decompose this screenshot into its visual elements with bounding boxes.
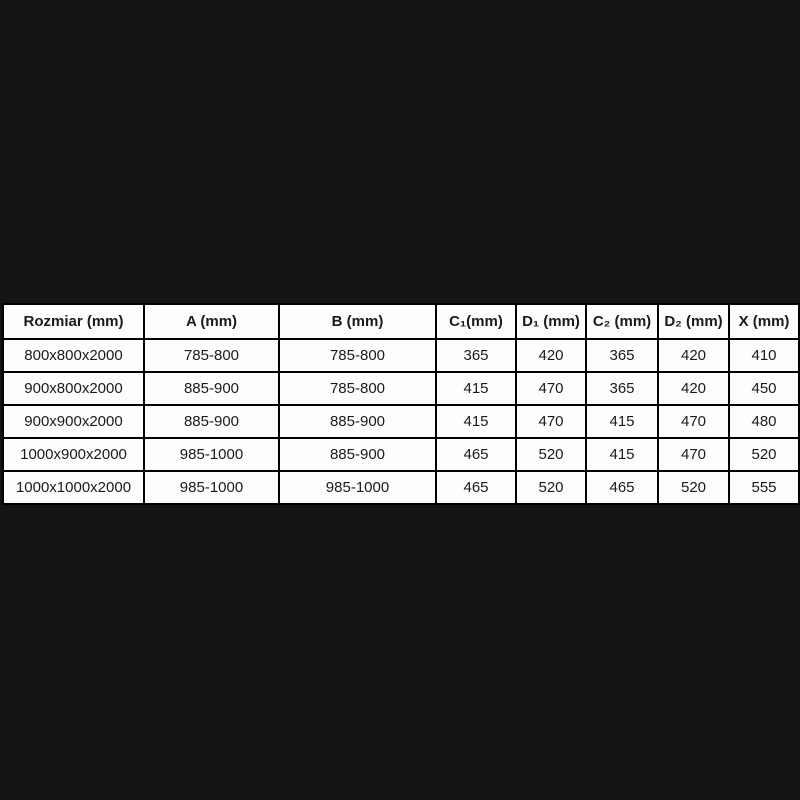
col-header-b: B (mm) xyxy=(279,304,436,339)
cell-a: 985-1000 xyxy=(144,438,279,471)
cell-c2: 465 xyxy=(586,471,658,504)
cell-size: 900x800x2000 xyxy=(3,372,144,405)
cell-size: 800x800x2000 xyxy=(3,339,144,372)
cell-d2: 470 xyxy=(658,405,729,438)
cell-d1: 520 xyxy=(516,471,586,504)
cell-b: 785-800 xyxy=(279,339,436,372)
cell-b: 985-1000 xyxy=(279,471,436,504)
cell-size: 1000x1000x2000 xyxy=(3,471,144,504)
table-header xyxy=(3,304,799,339)
cell-x: 410 xyxy=(729,339,799,372)
table-row xyxy=(3,438,799,471)
cell-c2: 365 xyxy=(586,372,658,405)
cell-d1: 470 xyxy=(516,405,586,438)
col-header-d2: D₂ (mm) xyxy=(658,304,729,339)
header-row xyxy=(3,304,799,339)
cell-c2: 365 xyxy=(586,339,658,372)
cell-a: 885-900 xyxy=(144,372,279,405)
table-row xyxy=(3,372,799,405)
spec-table xyxy=(2,303,800,505)
cell-d1: 520 xyxy=(516,438,586,471)
cell-b: 785-800 xyxy=(279,372,436,405)
col-header-x: X (mm) xyxy=(729,304,799,339)
cell-d2: 470 xyxy=(658,438,729,471)
col-header-d1: D₁ (mm) xyxy=(516,304,586,339)
table-body xyxy=(3,339,799,504)
cell-c1: 415 xyxy=(436,405,516,438)
cell-d2: 420 xyxy=(658,372,729,405)
cell-c1: 415 xyxy=(436,372,516,405)
cell-a: 985-1000 xyxy=(144,471,279,504)
table-row xyxy=(3,471,799,504)
table-row xyxy=(3,405,799,438)
cell-c2: 415 xyxy=(586,405,658,438)
cell-c2: 415 xyxy=(586,438,658,471)
cell-x: 555 xyxy=(729,471,799,504)
table-row xyxy=(3,339,799,372)
cell-a: 885-900 xyxy=(144,405,279,438)
cell-d1: 470 xyxy=(516,372,586,405)
cell-size: 900x900x2000 xyxy=(3,405,144,438)
cell-c1: 465 xyxy=(436,438,516,471)
cell-x: 520 xyxy=(729,438,799,471)
cell-d2: 520 xyxy=(658,471,729,504)
cell-b: 885-900 xyxy=(279,405,436,438)
col-header-a: A (mm) xyxy=(144,304,279,339)
cell-x: 480 xyxy=(729,405,799,438)
cell-size: 1000x900x2000 xyxy=(3,438,144,471)
cell-b: 885-900 xyxy=(279,438,436,471)
cell-d1: 420 xyxy=(516,339,586,372)
col-header-rozmiar: Rozmiar (mm) xyxy=(3,304,144,339)
cell-x: 450 xyxy=(729,372,799,405)
cell-d2: 420 xyxy=(658,339,729,372)
cell-c1: 365 xyxy=(436,339,516,372)
col-header-c2: C₂ (mm) xyxy=(586,304,658,339)
cell-c1: 465 xyxy=(436,471,516,504)
col-header-c1: C₁(mm) xyxy=(436,304,516,339)
cell-a: 785-800 xyxy=(144,339,279,372)
